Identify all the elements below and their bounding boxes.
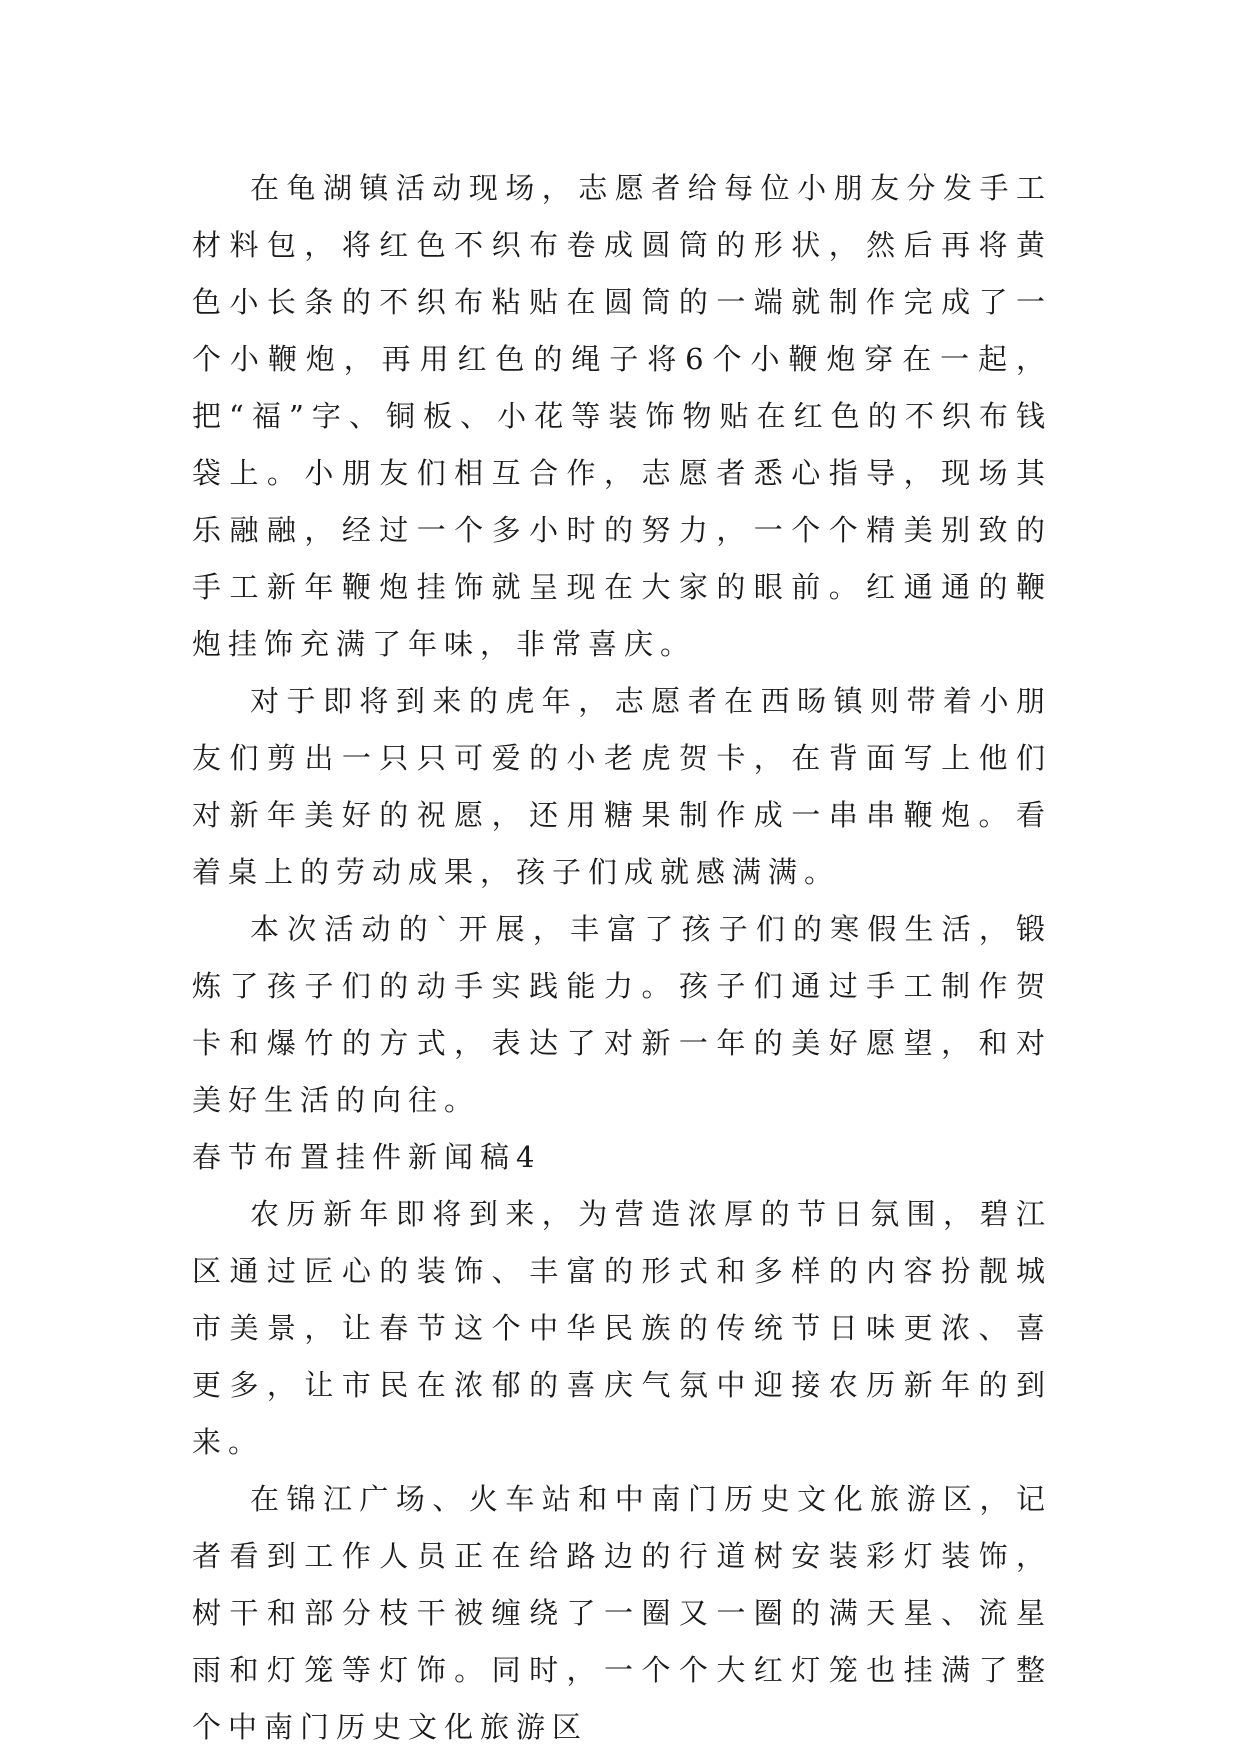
paragraph-lantern-installation: 在锦江广场、火车站和中南门历史文化旅游区，记者看到工作人员正在给路边的行道树安装彩灯装饰，树干和部分枝干被缠绕了一圈又一圈的满天星、流星雨和灯笼等灯饰。同时，一个个大红灯笼也挂满了整个中南门历史文化旅游区	[192, 1482, 1052, 1744]
section-heading: 春节布置挂件新闻稿4	[192, 1140, 542, 1174]
paragraph-activity-summary: 本次活动的`开展，丰富了孩子们的寒假生活，锻炼了孩子们的动手实践能力。孩子们通过手工制作贺卡和爆竹的方式，表达了对新一年的美好愿望，和对美好生活的向往。	[192, 912, 1052, 1117]
paragraph-tiger-cards: 对于即将到来的虎年，志愿者在西旸镇则带着小朋友们剪出一只只可爱的小老虎贺卡，在背面写上他们对新年美好的祝愿，还用糖果制作成一串串鞭炮。看着桌上的劳动成果，孩子们成就感满满。	[192, 684, 1052, 889]
paragraph-new-year-decoration: 农历新年即将到来，为营造浓厚的节日氛围，碧江区通过匠心的装饰、丰富的形式和多样的内容扮靓城市美景，让春节这个中华民族的传统节日味更浓、喜更多，让市民在浓郁的喜庆气氛中迎接农历新年的到来。	[192, 1197, 1052, 1459]
document-body	[192, 160, 1052, 1756]
paragraph-activity-scene: 在龟湖镇活动现场，志愿者给每位小朋友分发手工材料包，将红色不织布卷成圆筒的形状，然后再将黄色小长条的不织布粘贴在圆筒的一端就制作完成了一个小鞭炮，再用红色的绳子将6个小鞭炮穿在一起，把“福”字、铜板、小花等装饰物贴在红色的不织布钱袋上。小朋友们相互合作，志愿者悉心指导，现场其乐融融，经过一个多小时的努力，一个个精美别致的手工新年鞭炮挂饰就呈现在大家的眼前。红通通的鞭炮挂饰充满了年味，非常喜庆。	[192, 171, 1052, 661]
